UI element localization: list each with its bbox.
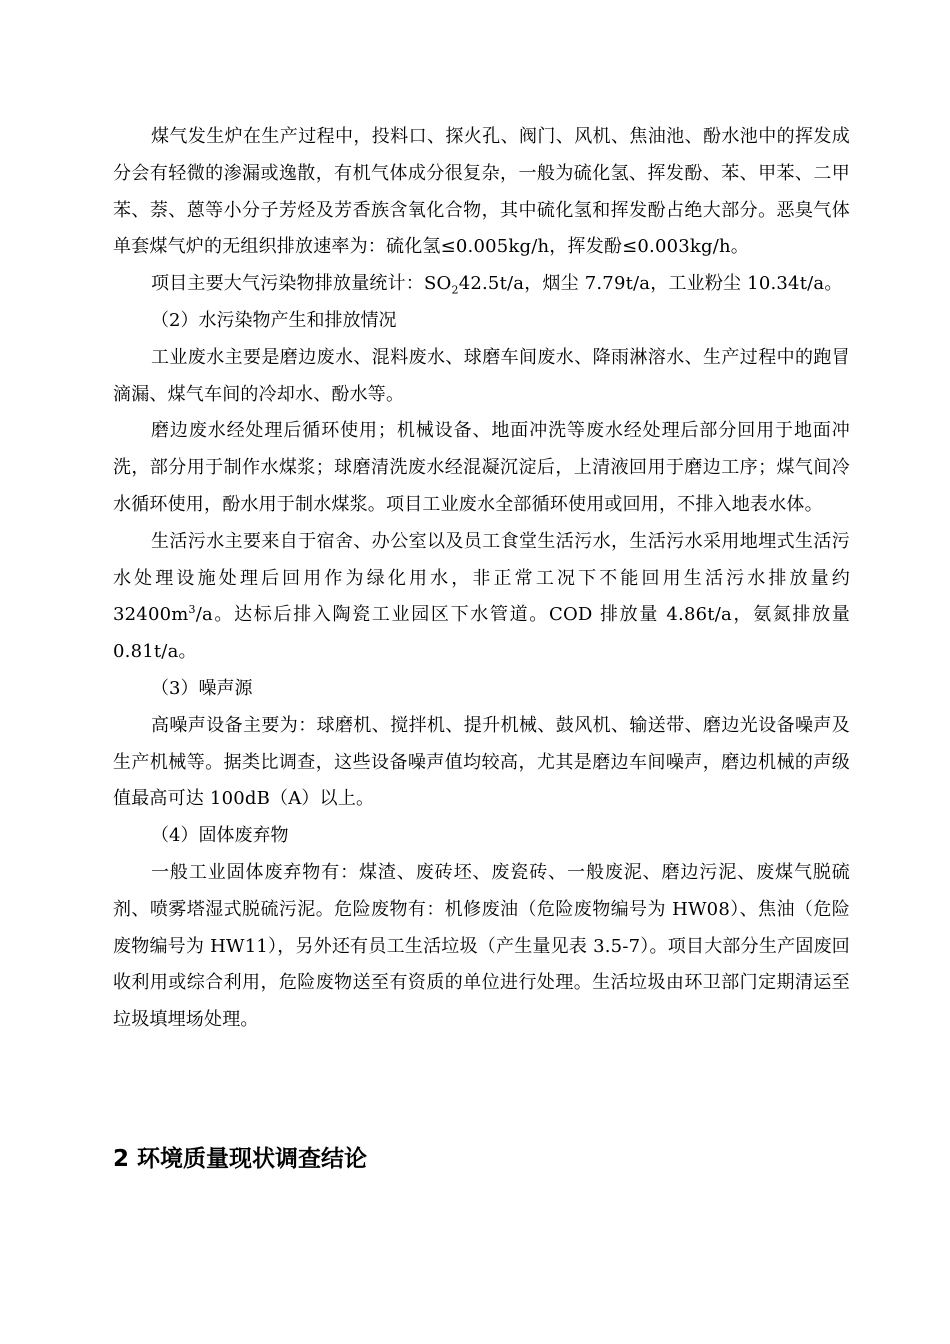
section-title: 2 环境质量现状调查结论: [113, 1146, 368, 1172]
subheading-solid-waste: （4）固体废弃物: [151, 825, 289, 847]
paragraph-industrial-wastewater: 工业废水主要是磨边废水、混料废水、球磨车间废水、降雨淋溶水、生产过程中的跑冒滴漏、煤气车间的冷却水、酚水等。: [113, 346, 850, 405]
air-totals-text-pre: 项目主要大气污染物排放量统计：SO: [151, 273, 452, 295]
paragraph-noise-equipment: 高噪声设备主要为：球磨机、搅拌机、提升机械、鼓风机、输送带、磨边光设备噪声及生产机械等。据类比调查，这些设备噪声值均较高，尤其是磨边车间噪声，磨边机械的声级值最高可达 100dB（A）以上。: [113, 714, 850, 810]
subheading-water-pollutants: （2）水污染物产生和排放情况: [151, 309, 397, 331]
subheading-noise-source: （3）噪声源: [151, 677, 253, 699]
paragraph-solid-waste: 一般工业固体废弃物有：煤渣、废砖坯、废瓷砖、一般废泥、磨边污泥、废煤气脱硫剂、喷雾塔湿式脱硫污泥。危险废物有：机修废油（危险废物编号为 HW08）、焦油（危险废物编号为 HW11），另外还有员工生活垃圾（产生量见表 3.5-7）。项目大部分生产固废回收利用或综合利用，危险废物送至有资质的单位进行处理。生活垃圾由环卫部门定期清运至垃圾填埋场处理。: [113, 861, 850, 1031]
so2-subscript: 2: [451, 283, 459, 297]
paragraph-gas-generator-emissions: 煤气发生炉在生产过程中，投料口、探火孔、阀门、风机、焦油池、酚水池中的挥发成分会有轻微的渗漏或逸散，有机气体成分很复杂，一般为硫化氢、挥发酚、苯、甲苯、二甲苯、萘、蒽等小分子芳烃及芳香族含氧化合物，其中硫化氢和挥发酚占绝大部分。恶臭气体单套煤气炉的无组织排放速率为：硫化氢≤0.005kg/h，挥发酚≤0.003kg/h。: [113, 126, 850, 258]
paragraph-wastewater-reuse: 磨边废水经处理后循环使用；机械设备、地面冲洗等废水经处理后部分回用于地面冲洗，部分用于制作水煤浆；球磨清洗废水经混凝沉淀后，上清液回用于磨边工序；煤气间冷水循环使用，酚水用于制水煤浆。项目工业废水全部循环使用或回用，不排入地表水体。: [113, 420, 850, 515]
cubic-superscript: 3: [188, 603, 196, 617]
paragraph-air-pollutant-totals: [113, 266, 850, 303]
sewage-text-pre: 生活污水主要来自于宿舍、办公室以及员工食堂生活污水，生活污水采用地埋式生活污水处理设施处理后回用作为绿化用水，非正常工况下不能回用生活污水排放量约 32400m: [113, 530, 850, 626]
paragraph-domestic-sewage: [113, 524, 850, 671]
document-page: [113, 119, 850, 1172]
air-totals-text-post: 42.5t/a，烟尘 7.79t/a，工业粉尘 10.34t/a。: [458, 273, 843, 295]
sewage-text-post: /a。达标后排入陶瓷工业园区下水管道。COD 排放量 4.86t/a，氨氮排放量 0.81t/a。: [113, 604, 850, 663]
